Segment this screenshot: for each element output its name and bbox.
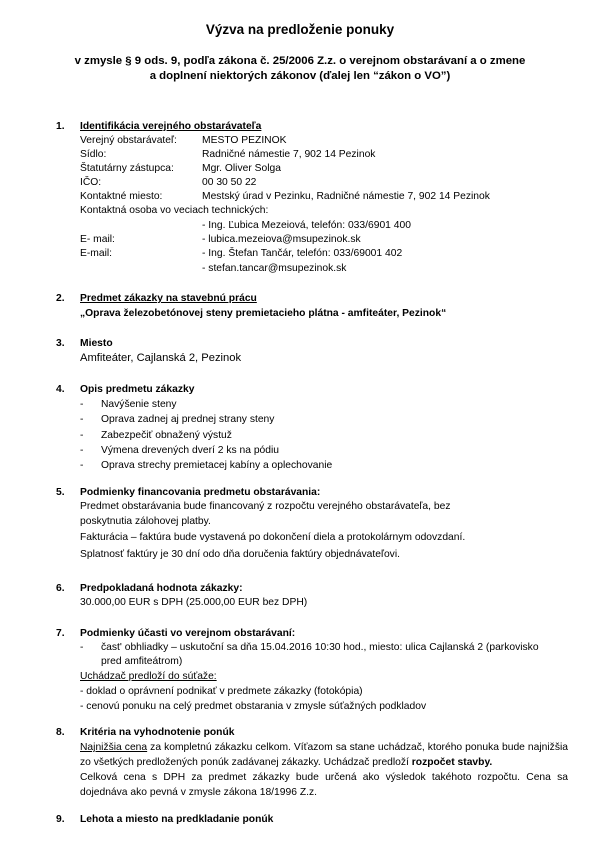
criteria-paragraph-2: Celková cena s DPH za predmet zákazky bude určená ako výsledok takéhoto rozpočtu. Cena sa dojednáva ako pevná v zmysle zákona 18/1996 Z.z. [80, 772, 568, 798]
participation-item-cont: pred amfiteátrom) [101, 656, 183, 667]
section-number: 2. [56, 293, 65, 304]
row-label-kontakt: Kontaktné miesto: [80, 191, 163, 202]
email-1: - lubica.mezeiova@msupezinok.sk [202, 234, 361, 245]
participation-doc: - cenovú ponuku na celý predmet obstarania v zmysle súťažných podkladov [80, 701, 427, 712]
section-heading: Podmienky účasti vo verejnom obstarávaní: [80, 628, 296, 639]
section-number: 5. [56, 487, 65, 498]
bullet-dash: - [80, 460, 84, 471]
section-number: 9. [56, 814, 65, 825]
bullet-dash: - [80, 445, 84, 456]
section-heading: Identifikácia verejného obstarávateľa [80, 121, 262, 132]
participation-item: čast' obhliadky – uskutoční sa dňa 15.04.2016 10:30 hod., miesto: ulica Cajlanská 2 (parkovisko [101, 642, 539, 653]
place-text: Amfiteáter, Cajlanská 2, Pezinok [80, 352, 242, 364]
row-value-kontakt: Mestský úrad v Pezinku, Radničné námestie 7, 902 14 Pezinok [202, 191, 490, 202]
section-heading: Lehota a miesto na predkladanie ponúk [80, 814, 274, 825]
row-label-sidlo: Sídlo: [80, 149, 107, 160]
criteria-lowest-price: Najnižšia cena [80, 742, 148, 753]
criteria-budget: rozpočet stavby. [411, 756, 493, 768]
row-value-statutar: Mgr. Oliver Solga [202, 163, 281, 174]
bullet-dash: - [80, 430, 84, 441]
email-label-1: E- mail: [80, 234, 115, 245]
subject-text: „Oprava železobetónovej steny premietacieho plátna - amfiteáter, Pezinok“ [80, 308, 447, 319]
section-number: 3. [56, 338, 65, 349]
financing-line: Predmet obstarávania bude financovaný z rozpočtu verejného obstarávateľa, bez [80, 501, 451, 512]
section-heading: Miesto [80, 338, 113, 349]
section-heading: Kritéria na vyhodnotenie ponúk [80, 727, 235, 738]
document-subtitle: v zmysle § 9 ods. 9, podľa zákona č. 25/2006 Z.z. o verejnom obstarávaní a o zmene a doplnení niektorých zákonov (ďalej len “zákon o VO”) [74, 55, 526, 82]
description-item: Výmena drevených dverí 2 ks na pódiu [101, 445, 280, 456]
description-item: Oprava zadnej aj prednej strany steny [101, 414, 275, 425]
section-heading: Opis predmetu zákazky [80, 384, 195, 395]
section-number: 6. [56, 583, 65, 594]
row-label-obstaravatel: Verejný obstarávateľ: [80, 135, 177, 146]
criteria-paragraph-1 [80, 741, 568, 770]
participation-subheading: Uchádzač predloží do súťaže: [80, 671, 217, 682]
bullet-dash: - [80, 414, 84, 425]
bullet-dash: - [80, 399, 84, 410]
contact-person-2: - Ing. Štefan Tančár, telefón: 033/69001 402 [202, 248, 403, 259]
section-heading: Podmienky financovania predmetu obstarávania: [80, 487, 321, 498]
section-heading: Predmet zákazky na stavebnú prácu [80, 293, 257, 304]
financing-line: Fakturácia – faktúra bude vystavená po dokončení diela a protokolárnym odovzdaní. [80, 532, 466, 543]
estimated-value-text: 30.000,00 EUR s DPH (25.000,00 EUR bez DPH) [80, 597, 308, 608]
email-2: - stefan.tancar@msupezinok.sk [202, 263, 347, 274]
section-number: 1. [56, 121, 65, 132]
description-item: Navýšenie steny [101, 399, 177, 410]
bullet-dash: - [80, 642, 84, 653]
row-value-obstaravatel: MESTO PEZINOK [202, 135, 287, 146]
row-label-ico: IČO: [80, 177, 102, 188]
document-title: Výzva na predloženie ponuky [205, 22, 395, 37]
participation-doc: - doklad o oprávnení podnikať v predmete zákazky (fotokópia) [80, 686, 363, 697]
email-label-2: E-mail: [80, 248, 113, 259]
row-value-ico: 00 30 50 22 [202, 177, 257, 188]
description-item: Oprava strechy premietacej kabíny a oplechovanie [101, 460, 333, 471]
row-value-sidlo: Radničné námestie 7, 902 14 Pezinok [202, 149, 376, 160]
section-number: 4. [56, 384, 65, 395]
financing-line: Splatnosť faktúry je 30 dní odo dňa doručenia faktúry objednávateľovi. [80, 549, 400, 560]
criteria-text: za kompletnú zákazku celkom. Víťazom sa stane uchádzač, ktorého ponuka bude najnižšia zo všetkých predložených ponúk zadávanej zákazky. Uchádzač predloží [80, 742, 568, 768]
section-number: 7. [56, 628, 65, 639]
financing-line: poskytnutia zálohovej platby. [80, 516, 211, 527]
description-item: Zabezpečiť obnažený výstuž [101, 430, 232, 441]
contact-person-label: Kontaktná osoba vo veciach technických: [80, 205, 269, 216]
section-number: 8. [56, 727, 65, 738]
section-heading: Predpokladaná hodnota zákazky: [80, 583, 243, 594]
row-label-statutar: Štatutárny zástupca: [80, 163, 174, 174]
contact-person-1: - Ing. Ľubica Mezeiová, telefón: 033/6901 400 [202, 220, 411, 231]
